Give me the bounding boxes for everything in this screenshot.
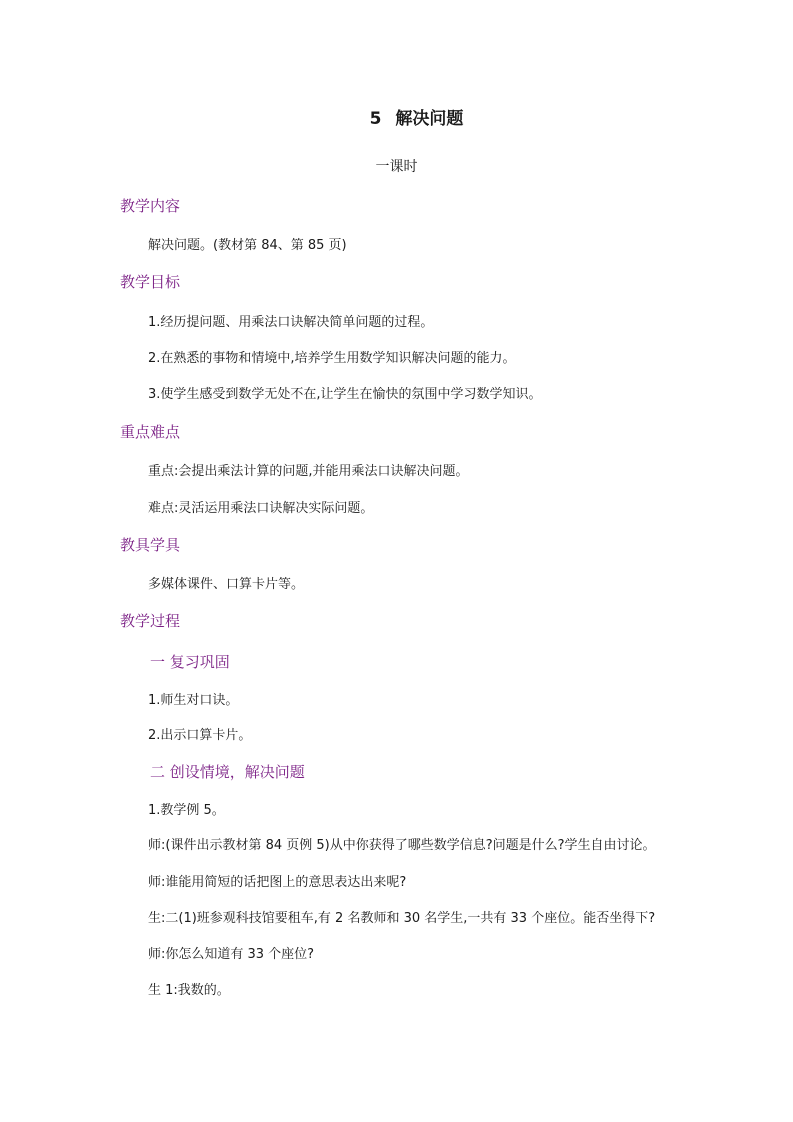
- heading-teaching-goals: 教学目标: [120, 273, 181, 291]
- review-line-1: 1.师生对口诀。: [148, 693, 239, 708]
- goal-line-2: 2.在熟悉的事物和情境中,培养学生用数学知识解决问题的能力。: [148, 351, 516, 366]
- process-line-4: 生:二(1)班参观科技馆要租车,有 2 名教师和 30 名学生,一共有 33 个座位。能否坐得下?: [148, 911, 656, 926]
- process-line-6: 生 1:我数的。: [148, 983, 230, 998]
- heading-key-points: 重点难点: [120, 423, 181, 441]
- lesson-subtitle: 一课时: [375, 159, 418, 175]
- lesson-number: 5: [369, 109, 382, 129]
- process-line-1: 1.教学例 5。: [148, 803, 225, 818]
- process-line-5: 师:你怎么知道有 33 个座位?: [148, 947, 315, 962]
- lesson-title-text: 解决问题: [395, 109, 464, 129]
- subheading-review: 一 复习巩固: [150, 653, 230, 671]
- goal-line-3: 3.使学生感受到数学无处不在,让学生在愉快的氛围中学习数学知识。: [148, 387, 542, 402]
- lesson-title: [0, 104, 793, 129]
- review-line-2: 2.出示口算卡片。: [148, 728, 252, 743]
- difficulty-line: 难点:灵活运用乘法口诀解决实际问题。: [148, 501, 374, 516]
- heading-teaching-content: 教学内容: [120, 197, 181, 215]
- process-line-2: 师:(课件出示教材第 84 页例 5)从中你获得了哪些数学信息?问题是什么?学生自由讨论。: [148, 838, 656, 853]
- process-line-3: 师:谁能用简短的话把图上的意思表达出来呢?: [148, 875, 407, 890]
- heading-teaching-tools: 教具学具: [120, 536, 181, 554]
- content-line: 解决问题。(教材第 84、第 85 页): [148, 238, 347, 253]
- goal-line-1: 1.经历提问题、用乘法口诀解决简单问题的过程。: [148, 315, 434, 330]
- tools-line: 多媒体课件、口算卡片等。: [148, 577, 305, 592]
- key-point-line: 重点:会提出乘法计算的问题,并能用乘法口诀解决问题。: [148, 464, 469, 479]
- heading-teaching-process: 教学过程: [120, 612, 181, 630]
- subheading-situation: 二 创设情境，解决问题: [150, 763, 305, 781]
